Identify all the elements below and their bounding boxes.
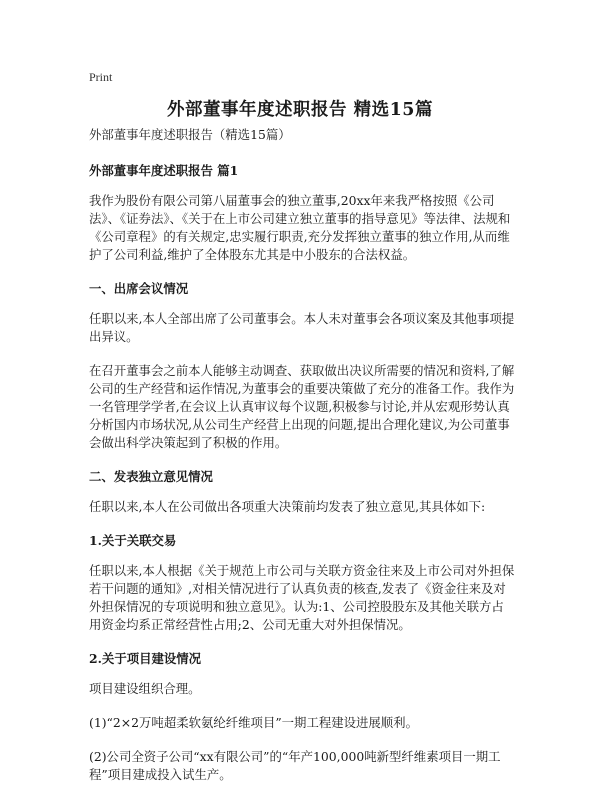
paragraph-related-transactions: 任职以来,本人根据《关于规范上市公司与关联方资金往来及上市公司对外担保若干问题的通知》,对相关情况进行了认真负责的核查,发表了《资金往来及对外担保情况的专项说明和独立意见》。认为:1、公司控股股东及其他关联方占用资金均系正常经营性占用;2、公司无重大对外担保情况。 bbox=[89, 563, 515, 632]
document-title: 外部董事年度述职报告 精选15篇 bbox=[167, 100, 433, 120]
subheading-project-construction: 2.关于项目建设情况 bbox=[89, 651, 202, 666]
section-heading-attendance: 一、出席会议情况 bbox=[89, 281, 189, 296]
paragraph-project-2: (2)公司全资子公司“xx有限公司”的“年产100,000吨新型纤维素项目一期工程”项目建成投入试生产。 bbox=[89, 749, 501, 782]
paragraph-project-1: (1)“2×2万吨超柔软氨纶纤维项目”一期工程建设进展顺利。 bbox=[89, 715, 418, 730]
section-heading-opinions: 二、发表独立意见情况 bbox=[89, 469, 213, 484]
paragraph-preparation: 在召开董事会之前本人能够主动调查、获取做出决议所需要的情况和资料,了解公司的生产经营和运作情况,为董事会的重要决策做了充分的准备工作。我作为一名管理学学者,在会议上认真审议每个议题,积极参与讨论,并从宏观形势认真分析国内市场状况,从公司生产经营上出现的问题,提出合理化建议,为公司董事会做出科学决策起到了积极的作用。 bbox=[89, 363, 515, 450]
document-subtitle: 外部董事年度述职报告（精选15篇） bbox=[89, 127, 291, 142]
subheading-related-transactions: 1.关于关联交易 bbox=[89, 533, 177, 548]
paragraph-opinions: 任职以来,本人在公司做出各项重大决策前均发表了独立意见,其具体如下: bbox=[89, 499, 486, 514]
print-link[interactable]: Print bbox=[89, 70, 113, 84]
section-heading-article-1: 外部董事年度述职报告 篇1 bbox=[89, 163, 239, 178]
paragraph-intro: 我作为股份有限公司第八届董事会的独立董事,20xx年来我严格按照《公司法》、《证券法》、《关于在上市公司建立独立董事的指导意见》等法律、法规和《公司章程》的有关规定,忠实履行职责,充分发挥独立董事的独立作用,从而维护了公司利益,维护了全体股东尤其是中小股东的合法权益。 bbox=[89, 193, 511, 262]
document-body bbox=[89, 126, 515, 800]
paragraph-attendance: 任职以来,本人全部出席了公司董事会。本人未对董事会各项议案及其他事项提出异议。 bbox=[89, 311, 515, 344]
paragraph-project-organization: 项目建设组织合理。 bbox=[89, 681, 201, 696]
